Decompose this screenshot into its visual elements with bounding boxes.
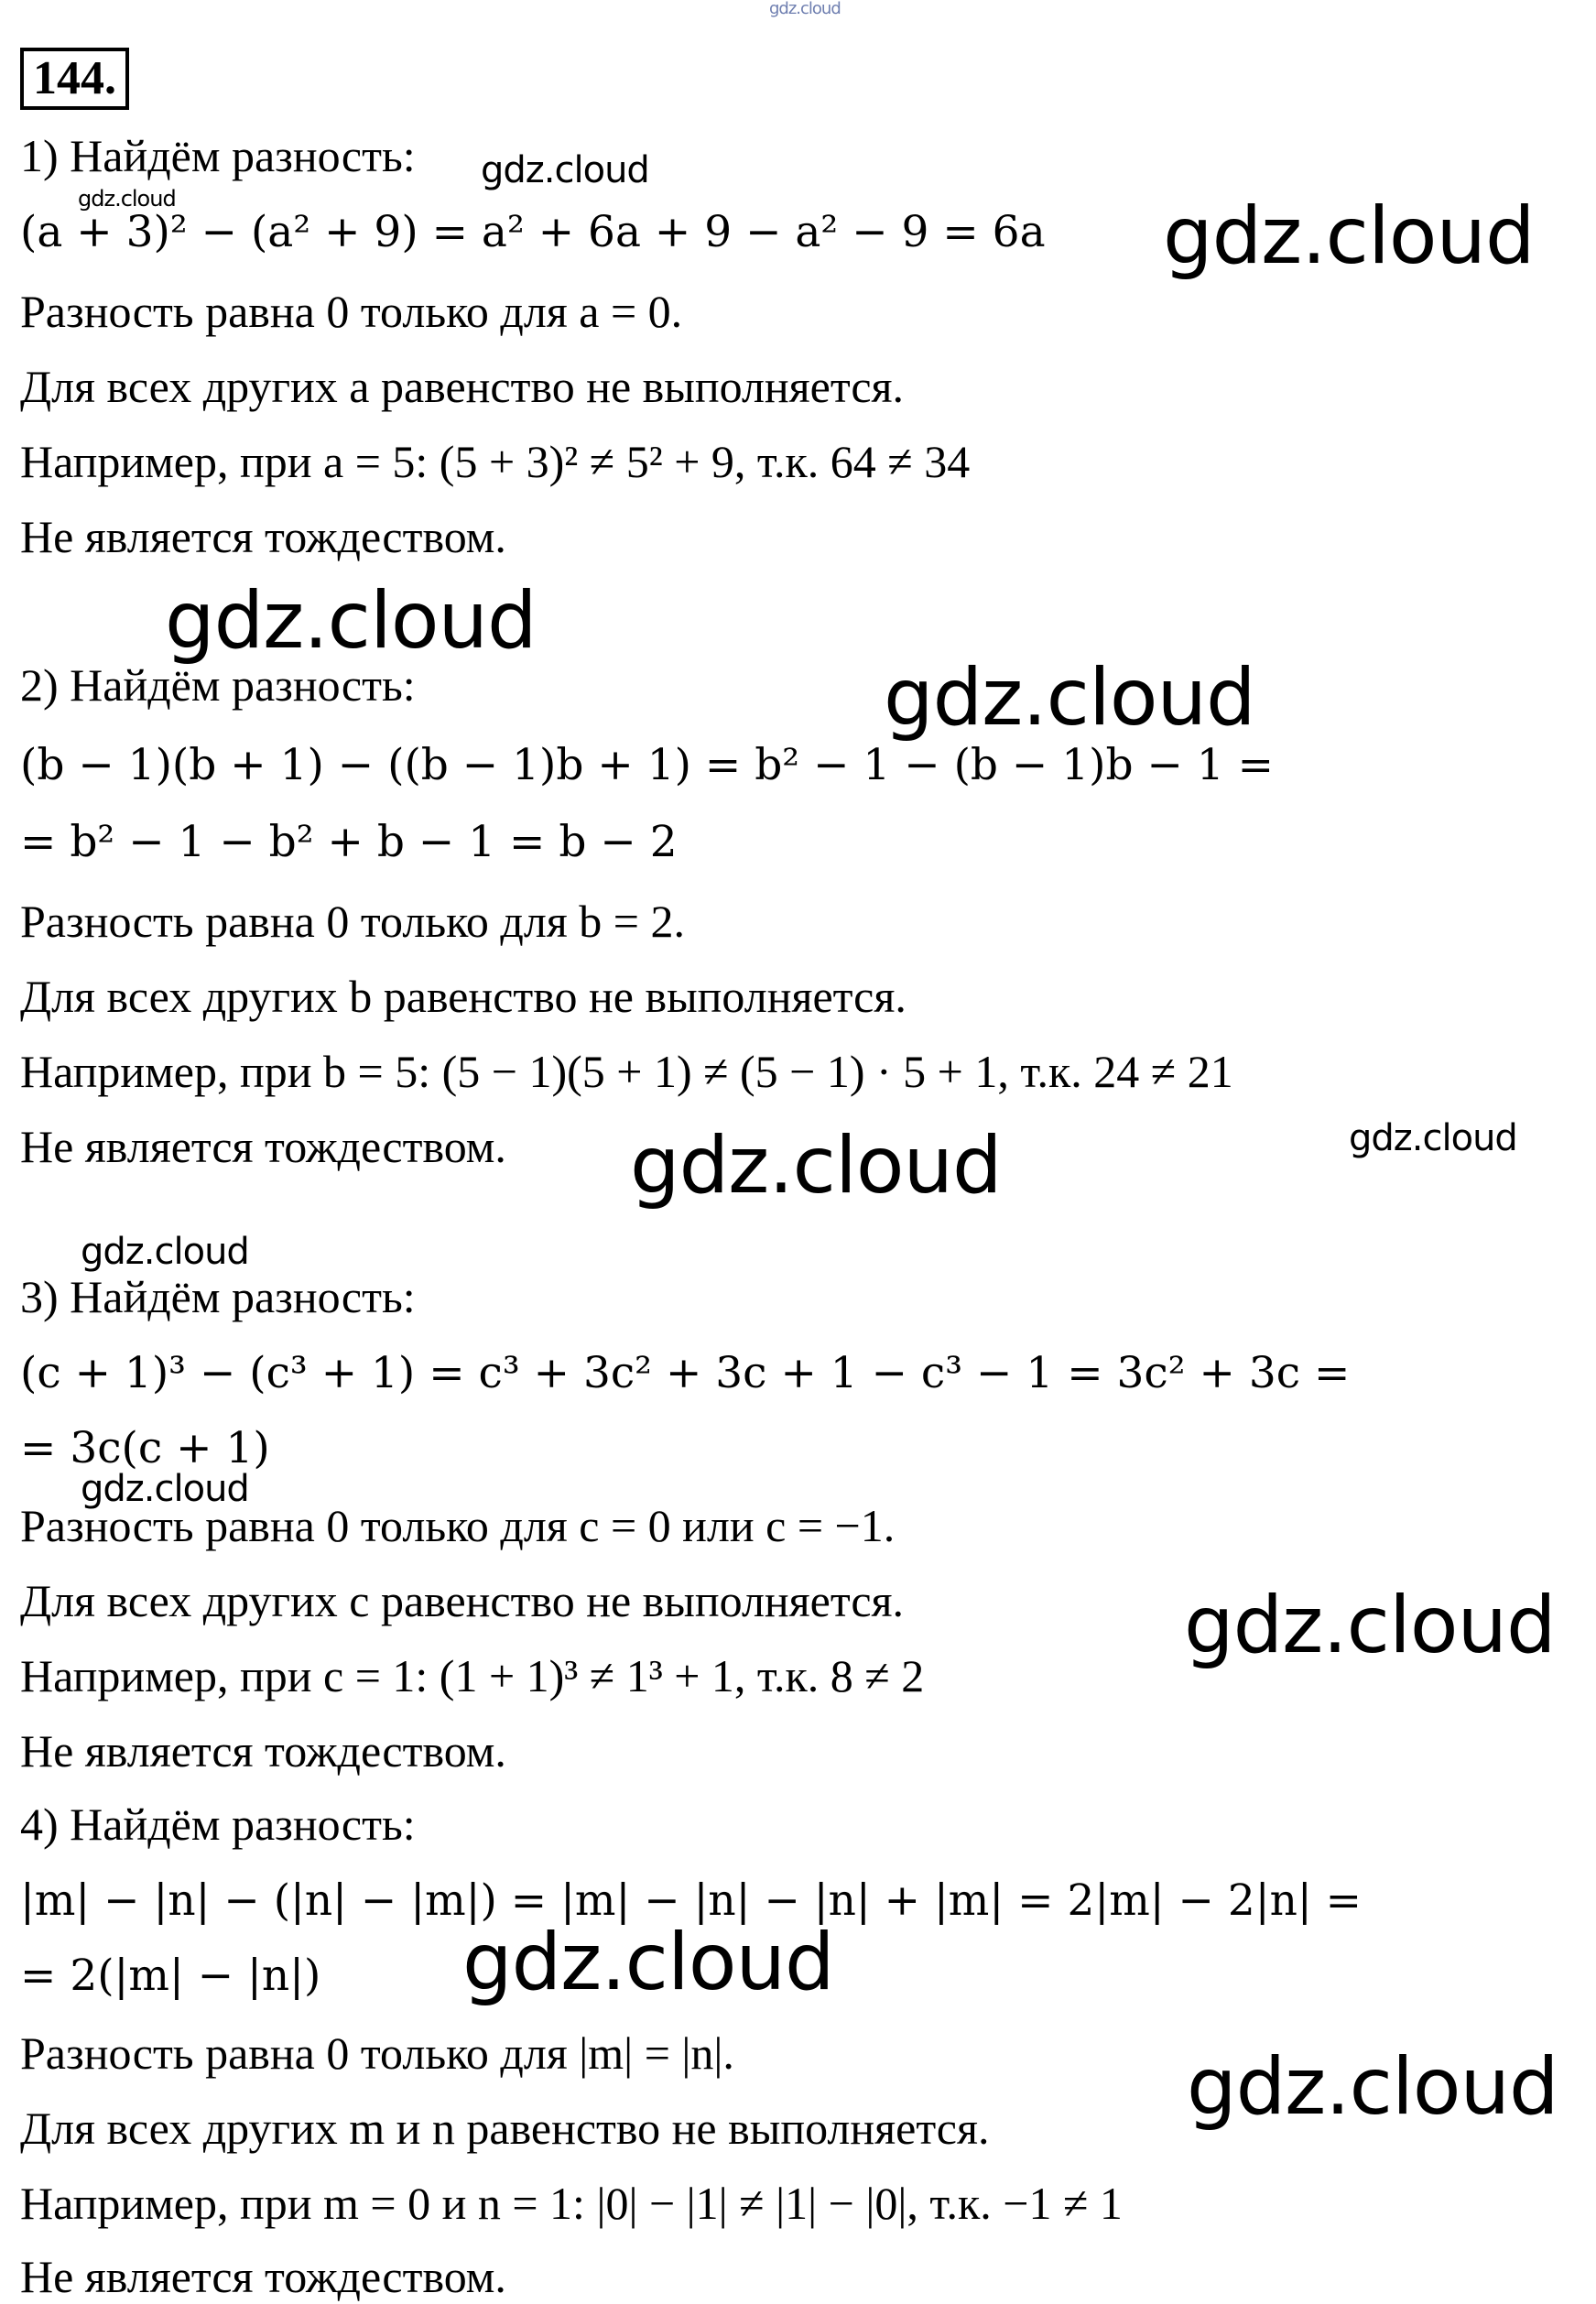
problem-number: 144. (20, 48, 129, 110)
part3-equation-1: (c + 1)³ − (c³ + 1) = c³ + 3c² + 3c + 1 − c³ − 1 = 3c² + 3c = (20, 1348, 1351, 1398)
part4-equation-2: = 2(|m| − |n|) (20, 1951, 321, 2001)
part2-zero: Разность равна 0 только для b = 2. (20, 896, 685, 947)
part1-example: Например, при a = 5: (5 + 3)² ≠ 5² + 9, т.к. 64 ≠ 34 (20, 436, 971, 487)
part4-example: Например, при m = 0 и n = 1: |0| − |1| ≠ |1| − |0|, т.к. −1 ≠ 1 (20, 2178, 1123, 2229)
part4-equation-1: |m| − |n| − (|n| − |m|) = |m| − |n| − |n| + |m| = 2|m| − 2|n| = (20, 1875, 1363, 1926)
part2-equation-1: (b − 1)(b + 1) − ((b − 1)b + 1) = b² − 1 − (b − 1)b − 1 = (20, 740, 1275, 790)
part3-equation-2: = 3c(c + 1) (20, 1423, 270, 1473)
watermark-8: gdz.cloud (81, 1231, 249, 1273)
part1-equation: (a + 3)² − (a² + 9) = a² + 6a + 9 − a² − 9 = 6a (20, 207, 1046, 257)
part2-heading: 2) Найдём разность: (20, 659, 416, 711)
part3-example: Например, при c = 1: (1 + 1)³ ≠ 1³ + 1, т.к. 8 ≠ 2 (20, 1650, 925, 1701)
part1-heading: 1) Найдём разность: (20, 130, 416, 181)
part2-equation-2: = b² − 1 − b² + b − 1 = b − 2 (20, 817, 678, 867)
part4-others: Для всех других m и n равенство не выполняется. (20, 2103, 990, 2154)
part1-conclusion: Не является тождеством. (20, 511, 506, 562)
watermark-10: gdz.cloud (1184, 1580, 1556, 1671)
watermark-9: gdz.cloud (81, 1468, 249, 1510)
part1-others: Для всех других a равенство не выполняется. (20, 361, 905, 412)
part1-zero: Разность равна 0 только для a = 0. (20, 286, 683, 337)
watermark-7: gdz.cloud (1349, 1117, 1517, 1159)
part4-zero: Разность равна 0 только для |m| = |n|. (20, 2027, 734, 2079)
watermark-4: gdz.cloud (165, 575, 537, 667)
part2-example: Например, при b = 5: (5 − 1)(5 + 1) ≠ (5 − 1) · 5 + 1, т.к. 24 ≠ 21 (20, 1046, 1233, 1097)
part3-others: Для всех других c равенство не выполняется. (20, 1575, 905, 1626)
part4-conclusion: Не является тождеством. (20, 2251, 506, 2302)
part3-zero: Разность равна 0 только для c = 0 или c = −1. (20, 1500, 896, 1551)
watermark-2: gdz.cloud (78, 186, 176, 212)
watermark-3: gdz.cloud (1163, 190, 1535, 282)
part2-conclusion: Не является тождеством. (20, 1121, 506, 1172)
watermark-5: gdz.cloud (884, 652, 1255, 744)
part3-conclusion: Не является тождеством. (20, 1725, 506, 1777)
part4-heading: 4) Найдём разность: (20, 1799, 416, 1850)
watermark-top: gdz.cloud (769, 0, 841, 18)
watermark-12: gdz.cloud (1187, 2041, 1558, 2133)
part3-heading: 3) Найдём разность: (20, 1271, 416, 1322)
watermark-6: gdz.cloud (630, 1120, 1002, 1212)
part2-others: Для всех других b равенство не выполняется. (20, 971, 907, 1022)
watermark-1: gdz.cloud (481, 149, 649, 191)
watermark-11: gdz.cloud (462, 1917, 834, 2008)
